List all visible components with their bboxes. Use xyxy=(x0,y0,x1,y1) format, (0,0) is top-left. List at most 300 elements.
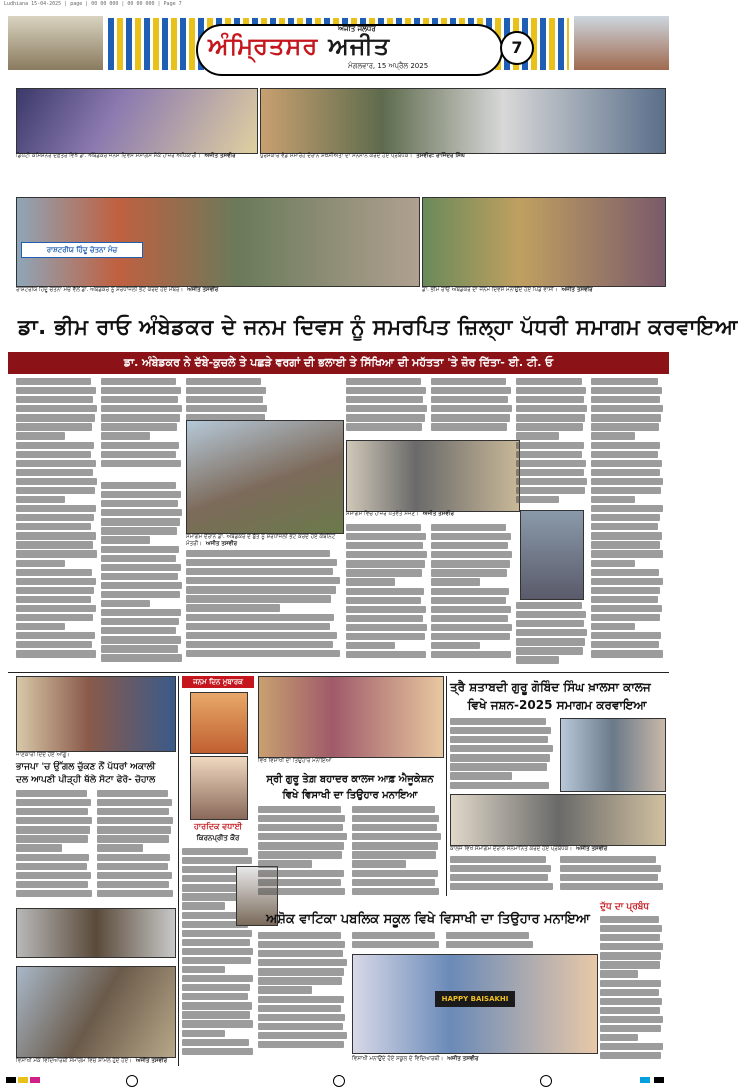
text-line xyxy=(101,482,176,489)
text-line xyxy=(101,546,179,553)
main-story-col-6-bottom xyxy=(516,602,588,668)
text-line xyxy=(346,642,395,649)
color-swatch xyxy=(640,1077,650,1083)
text-line xyxy=(450,727,551,734)
registration-mark xyxy=(126,1075,138,1087)
ashok-headline: ਅਸ਼ੋਕ ਵਾਟਿਕਾ ਪਬਲਿਕ ਸਕੂਲ ਵਿਖੇ ਵਿਸਾਖੀ ਦਾ ਤਿਉਹਾਰ ਮਨਾਇਆ xyxy=(266,912,590,927)
birthday-box-title: ਜਨਮ ਦਿਨ ਮੁਬਾਰਕ xyxy=(182,676,254,688)
text-line xyxy=(352,815,439,822)
text-line xyxy=(431,542,508,549)
text-line xyxy=(352,888,439,895)
text-line xyxy=(516,469,584,476)
text-line xyxy=(591,423,659,430)
main-subheadline: ਡਾ. ਅੰਬੇਡਕਰ ਨੇ ਦੱਬੇ-ਕੁਚਲੇ ਤੇ ਪਛੜੇ ਵਰਗਾਂ ਦੀ ਭਲਾਈ ਤੇ ਸਿੱਖਿਆ ਦੀ ਮਹੱਤਤਾ 'ਤੇ ਜ਼ੋਰ ਦਿੱਤਾ- ਈ. ਟੀ. ਓ xyxy=(8,352,669,374)
text-line xyxy=(600,970,638,977)
text-line xyxy=(516,414,585,421)
text-line xyxy=(258,1032,347,1039)
text-line xyxy=(600,943,663,950)
text-line xyxy=(516,405,587,412)
text-line xyxy=(16,414,95,421)
manch-banner: ਰਾਸ਼ਟਰੀਯ ਹਿੰਦੂ ਚੇਤਨਾ ਮੰਚ xyxy=(21,242,143,258)
text-line xyxy=(258,932,341,939)
text-line xyxy=(450,865,551,872)
text-line xyxy=(346,405,427,412)
text-line xyxy=(516,647,583,654)
text-line xyxy=(186,623,330,630)
masthead xyxy=(8,10,669,80)
title-right: ਅਜੀਤ xyxy=(328,32,391,60)
caption-credit: ਅਜੀਤ ਤਸਵੀਰ xyxy=(561,287,593,293)
text-line xyxy=(182,948,253,955)
text-line xyxy=(186,641,333,648)
text-line xyxy=(97,890,173,897)
main-story-col-4-bottom xyxy=(346,524,428,668)
text-line xyxy=(591,541,660,548)
text-line xyxy=(600,1034,638,1041)
text-line xyxy=(258,842,344,849)
text-line xyxy=(186,614,334,621)
caption-text: ਡਾ. ਭੀਮ ਰਾਓ ਅੰਬੇਡਕਰ ਦਾ ਜਨਮ ਦਿਵਸ ਮਨਾਉਂਦੇ ਹੋਏ ਪਿੰਡ ਵਾਸੀ। xyxy=(422,287,558,293)
chetna-manch-photo xyxy=(16,197,420,287)
text-line xyxy=(16,442,94,449)
text-line xyxy=(16,387,96,394)
text-line xyxy=(258,941,345,948)
text-line xyxy=(16,799,91,806)
page-number: 7 xyxy=(500,31,534,65)
caption-text: ਸਮਾਗਮ ਦੌਰਾਨ ਡਾ. ਅੰਬੇਡਕਰ ਦੇ ਬੁੱਤ ਨੂੰ ਸ਼ਰਧਾਂਜਲੀ ਭੇਟ ਕਰਦੇ ਹੋਏ ਕੈਬਨਿਟ ਮੰਤਰੀ। xyxy=(186,534,336,547)
text-line xyxy=(591,505,663,512)
text-line xyxy=(591,442,660,449)
text-line xyxy=(16,605,96,612)
text-line xyxy=(560,865,661,872)
text-line xyxy=(346,387,426,394)
text-line xyxy=(16,469,93,476)
college-headline-1: ਸ੍ਰੀ ਗੁਰੂ ਤੇਗ਼ ਬਹਾਦਰ ਕਾਲਜ ਆਫ਼ ਐਜੂਕੇਸ਼ਨ xyxy=(266,774,434,785)
text-line xyxy=(16,560,65,567)
text-line xyxy=(97,854,170,861)
text-line xyxy=(16,650,96,657)
text-line xyxy=(591,560,635,567)
caption-credit: ਅਜੀਤ ਤਸਵੀਰ xyxy=(205,541,238,547)
text-line xyxy=(97,872,172,879)
text-line xyxy=(186,405,267,412)
text-line xyxy=(591,578,663,585)
birthday-girl-photo xyxy=(190,756,248,820)
text-line xyxy=(352,851,436,858)
print-footer xyxy=(0,1072,677,1089)
text-line xyxy=(346,597,421,604)
text-line xyxy=(182,939,250,946)
main-story-col-5-bottom xyxy=(431,524,513,668)
text-line xyxy=(258,996,344,1003)
text-line xyxy=(182,1048,253,1055)
text-line xyxy=(101,555,176,562)
text-line xyxy=(16,641,92,648)
text-line xyxy=(258,860,312,867)
caption-credit: ਅਜੀਤ ਤਸਵੀਰ xyxy=(204,153,236,159)
registration-mark xyxy=(333,1075,345,1087)
text-line xyxy=(600,1052,661,1059)
birthday-wish: ਹਾਰਦਿਕ ਵਧਾਈ xyxy=(193,822,243,831)
text-line xyxy=(516,451,582,458)
text-line xyxy=(101,582,182,589)
text-line xyxy=(182,993,248,1000)
issue-date: ਮੰਗਲਵਾਰ, 15 ਅਪ੍ਰੈਲ 2025 xyxy=(348,62,429,70)
text-line xyxy=(446,932,529,939)
text-line xyxy=(591,405,663,412)
text-line xyxy=(16,432,65,439)
main-headline: ਡਾ. ਭੀਮ ਰਾਓ ਅੰਬੇਡਕਰ ਦੇ ਜਨਮ ਦਿਵਸ ਨੂੰ ਸਮਰਪਿਤ ਜ਼ਿਲ੍ਹਾ ਪੱਧਰੀ ਸਮਾਗਮ ਕਰਵਾਇਆ xyxy=(18,315,738,339)
text-line xyxy=(600,952,661,959)
text-line xyxy=(450,745,553,752)
birthday-name: ਕਿਰਨਪ੍ਰੀਤ ਕੌਰ xyxy=(196,834,240,842)
heritage-building-photo xyxy=(574,16,669,70)
column-rule xyxy=(446,676,447,896)
text-line xyxy=(346,524,421,531)
text-line xyxy=(101,600,150,607)
color-swatch xyxy=(654,1077,664,1083)
title-left: ਅੰਮ੍ਰਿਤਸਰ xyxy=(208,32,319,60)
text-line xyxy=(16,532,96,539)
text-line xyxy=(352,941,439,948)
text-line xyxy=(431,615,508,622)
text-line xyxy=(346,633,425,640)
text-line xyxy=(16,478,97,485)
text-line xyxy=(16,587,94,594)
text-line xyxy=(16,614,93,621)
text-line xyxy=(101,636,181,643)
khalsa-event-photo-2 xyxy=(450,794,666,846)
text-line xyxy=(16,523,91,530)
text-line xyxy=(591,650,663,657)
text-line xyxy=(16,596,91,603)
text-line xyxy=(16,451,91,458)
text-line xyxy=(16,863,87,870)
text-line xyxy=(346,414,425,421)
text-line xyxy=(101,491,181,498)
main-story-col-3-bottom xyxy=(186,550,342,668)
happy-baisakhi-banner: HAPPY BAISAKHI xyxy=(435,991,515,1007)
text-line xyxy=(186,387,266,394)
text-line xyxy=(591,532,662,539)
text-line xyxy=(97,863,168,870)
text-line xyxy=(560,874,658,881)
text-line xyxy=(450,856,546,863)
text-line xyxy=(450,782,549,789)
text-line xyxy=(591,614,660,621)
award-ceremony-photo xyxy=(260,88,666,154)
color-swatch xyxy=(18,1077,28,1083)
text-line xyxy=(600,989,659,996)
caption-text: ਪੁਰਸਕਾਰ ਵੰਡ ਸਮਾਰੋਹ ਦੌਰਾਨ ਸ਼ਖ਼ਸੀਅਤਾਂ ਦਾ ਸਨਮਾਨ ਕਰਦੇ ਹੋਏ ਪ੍ਰਬੰਧਕ। xyxy=(260,153,413,159)
text-line xyxy=(16,854,89,861)
main-story-col-7 xyxy=(591,378,664,668)
text-line xyxy=(352,860,406,867)
text-line xyxy=(450,736,548,743)
text-line xyxy=(258,815,345,822)
ashok-col-1 xyxy=(258,932,348,1058)
text-line xyxy=(182,848,248,855)
golden-temple-photo xyxy=(8,16,103,70)
text-line xyxy=(258,986,312,993)
khalsa-caption xyxy=(450,846,664,854)
students-caption xyxy=(16,1058,174,1068)
text-line xyxy=(352,842,438,849)
text-line xyxy=(516,387,586,394)
text-line xyxy=(101,564,181,571)
text-line xyxy=(431,551,512,558)
text-line xyxy=(346,588,424,595)
text-line xyxy=(182,957,251,964)
text-line xyxy=(591,478,663,485)
text-line xyxy=(97,844,143,851)
text-line xyxy=(516,432,559,439)
text-line xyxy=(591,550,663,557)
college-baisakhi-photo xyxy=(258,676,444,758)
text-line xyxy=(346,423,422,430)
caption-text: ਵਿਸਾਖੀ ਮਨਾਉਂਦੇ ਹੋਏ ਸਕੂਲ ਦੇ ਵਿਦਿਆਰਥੀ। xyxy=(352,1056,444,1062)
text-line xyxy=(97,881,169,888)
text-line xyxy=(591,623,635,630)
text-line xyxy=(101,509,182,516)
text-line xyxy=(101,423,177,430)
text-line xyxy=(431,387,511,394)
text-line xyxy=(16,550,97,557)
edition-tag: ਅਜੀਤ ਜਲੰਧਰ xyxy=(338,25,376,33)
text-line xyxy=(186,559,337,566)
text-line xyxy=(431,524,506,531)
text-line xyxy=(431,414,510,421)
registration-mark xyxy=(540,1075,552,1087)
bottom-left-headline-2: ਦਲ ਆਪਣੀ ਪੀੜ੍ਹੀ ਥੱਲੇ ਸੋਟਾ ਫੇਰੋ- ਚੋਹਾਲ xyxy=(16,775,156,785)
text-line xyxy=(258,1023,343,1030)
text-line xyxy=(516,478,587,485)
text-line xyxy=(346,606,426,613)
college-headline-2: ਵਿਖੇ ਵਿਸਾਖੀ ਦਾ ਤਿਉਹਾਰ ਮਨਾਇਆ xyxy=(282,790,418,801)
text-line xyxy=(516,487,585,494)
text-line xyxy=(258,824,343,831)
dignitaries-inset-photo xyxy=(346,440,520,512)
text-line xyxy=(431,651,511,658)
milk-vessels-photo xyxy=(16,908,176,958)
text-line xyxy=(431,588,509,595)
text-line xyxy=(431,569,507,576)
text-line xyxy=(346,378,421,385)
text-line xyxy=(16,378,91,385)
text-line xyxy=(346,533,426,540)
text-line xyxy=(182,902,225,909)
text-line xyxy=(591,487,661,494)
right-brief-headline: ਦੁੱਧ ਦਾ ਪ੍ਰਬੰਧ xyxy=(600,902,650,912)
text-line xyxy=(431,633,510,640)
color-swatch xyxy=(6,1077,16,1083)
text-line xyxy=(431,597,506,604)
text-line xyxy=(591,632,661,639)
text-line xyxy=(101,451,176,458)
text-line xyxy=(186,604,280,611)
text-line xyxy=(346,396,423,403)
text-line xyxy=(16,423,92,430)
text-line xyxy=(450,754,550,761)
caption-text: ਕਾਲਜ ਵਿਖੇ ਸਮਾਗਮ ਦੌਰਾਨ ਸਨਮਾਨਿਤ ਕਰਦੇ ਹੋਏ ਪ੍ਰਬੰਧਕ। xyxy=(450,846,573,852)
text-line xyxy=(346,615,423,622)
text-line xyxy=(101,609,181,616)
text-line xyxy=(600,961,660,968)
text-line xyxy=(101,442,179,449)
text-line xyxy=(450,718,546,725)
text-line xyxy=(431,423,507,430)
text-line xyxy=(258,950,343,957)
text-line xyxy=(186,550,330,557)
text-line xyxy=(346,551,427,558)
text-line xyxy=(16,623,65,630)
inset-caption xyxy=(346,511,518,521)
text-line xyxy=(516,423,583,430)
text-line xyxy=(186,568,333,575)
caption-credit: ਅਜੀਤ ਤਸਵੀਰ xyxy=(135,1058,168,1064)
text-line xyxy=(258,879,341,886)
khalsa-col-3 xyxy=(560,856,664,900)
text-line xyxy=(446,941,533,948)
text-line xyxy=(182,1002,252,1009)
students-group-photo xyxy=(16,966,176,1058)
text-line xyxy=(591,523,658,530)
text-line xyxy=(182,1011,250,1018)
text-line xyxy=(600,998,662,1005)
khalsa-event-photo-1 xyxy=(560,718,666,792)
khalsa-col-1 xyxy=(450,718,554,792)
text-line xyxy=(591,432,635,439)
text-line xyxy=(16,569,92,576)
birthday-child-photo xyxy=(190,692,248,754)
baisakhi-students-photo xyxy=(352,954,598,1054)
row1-caption-left xyxy=(16,153,256,167)
text-line xyxy=(101,627,176,634)
text-line xyxy=(16,460,96,467)
text-line xyxy=(16,405,97,412)
text-line xyxy=(516,629,587,636)
text-line xyxy=(591,569,659,576)
text-line xyxy=(600,916,659,923)
text-line xyxy=(258,1005,341,1012)
text-line xyxy=(186,632,337,639)
text-line xyxy=(16,487,95,494)
college-photo-caption xyxy=(258,758,442,766)
text-line xyxy=(186,595,331,602)
row2-caption-left xyxy=(16,287,418,301)
speaker-photo xyxy=(520,510,584,600)
text-line xyxy=(16,817,92,824)
caption-credit: ਅਜੀਤ ਤਸਵੀਰ xyxy=(187,287,219,293)
caption-text: ਵਿਸਾਖੀ ਮੌਕੇ ਵਿਦਿਆਰਥੀ ਸਮਾਗਮ ਵਿਚ ਸ਼ਾਮਲ ਹੁੰਦੇ ਹੋਏ। xyxy=(16,1058,132,1064)
text-line xyxy=(431,624,512,631)
text-line xyxy=(516,620,584,627)
text-line xyxy=(431,578,480,585)
text-line xyxy=(101,654,182,661)
text-line xyxy=(352,870,438,877)
text-line xyxy=(591,596,658,603)
caption-text: ਰਾਸ਼ਟਰੀਯ ਹਿੰਦੂ ਚੇਤਨਾ ਮੰਚ ਵੱਲੋਂ ਡਾ. ਅੰਬੇਡਕਰ ਨੂੰ ਸ਼ਰਧਾਂਜਲੀ ਭੇਟ ਕਰਦੇ ਹੋਏ ਮੈਂਬਰ। xyxy=(16,287,184,293)
text-line xyxy=(591,396,660,403)
text-line xyxy=(516,496,559,503)
village-celebration-photo xyxy=(422,197,666,287)
text-line xyxy=(101,432,150,439)
main-photo-caption xyxy=(186,534,342,548)
text-line xyxy=(516,602,582,609)
text-line xyxy=(16,844,62,851)
print-slug: Ludhiana 15-04-2025 | page | 00 00 000 | 00 00 000 | Page 7 xyxy=(4,1,182,7)
text-line xyxy=(560,856,656,863)
main-story-col-2-bottom xyxy=(101,482,183,668)
text-line xyxy=(186,396,263,403)
text-line xyxy=(101,536,150,543)
text-line xyxy=(591,387,662,394)
caption-credit: ਅਜੀਤ ਤਸਵੀਰ xyxy=(422,511,454,517)
ashok-col-2 xyxy=(352,932,442,952)
text-line xyxy=(591,378,658,385)
text-line xyxy=(516,611,586,618)
text-line xyxy=(352,806,435,813)
text-line xyxy=(16,808,88,815)
text-line xyxy=(101,527,177,534)
text-line xyxy=(101,591,180,598)
text-line xyxy=(101,387,181,394)
text-line xyxy=(16,505,96,512)
text-line xyxy=(258,888,345,895)
text-line xyxy=(258,959,347,966)
caption-credit: ਅਜੀਤ ਤਸਵੀਰ xyxy=(576,846,608,852)
text-line xyxy=(97,826,171,833)
text-line xyxy=(16,790,87,797)
text-line xyxy=(258,1014,345,1021)
leaders-photo-caption: ਜਾਣਕਾਰੀ ਦਿੰਦੇ ਹੋਏ ਆਗੂ। xyxy=(16,752,70,758)
leaders-photo xyxy=(16,676,176,752)
text-line xyxy=(600,1007,660,1014)
text-line xyxy=(591,496,635,503)
text-line xyxy=(591,469,660,476)
text-line xyxy=(431,378,506,385)
text-line xyxy=(182,984,250,991)
text-line xyxy=(591,641,659,648)
text-line xyxy=(450,772,512,779)
text-line xyxy=(97,799,172,806)
text-line xyxy=(101,645,178,652)
text-line xyxy=(186,378,261,385)
text-line xyxy=(352,833,441,840)
khalsa-col-2 xyxy=(450,856,554,900)
caption-text: ਵਿਖੇ ਵਿਸਾਖੀ ਦਾ ਤਿਉਹਾਰ ਮਨਾਇਆ xyxy=(258,758,332,764)
caption-credit: ਤਸਵੀਰ: ਰਾਜਿੰਦਰ ਸਿੰਘ xyxy=(416,153,465,159)
text-line xyxy=(101,460,181,467)
text-line xyxy=(600,925,662,932)
text-line xyxy=(450,883,553,890)
text-line xyxy=(16,396,93,403)
text-line xyxy=(591,451,658,458)
text-line xyxy=(186,577,340,584)
text-line xyxy=(352,824,437,831)
text-line xyxy=(97,790,168,797)
text-line xyxy=(97,817,173,824)
caption-text: ਡਿਪਟੀ ਕਮਿਸ਼ਨਰ ਦਫ਼ਤਰ ਵਿਖੇ ਡਾ. ਅੰਬੇਡਕਰ ਜਨਮ ਦਿਵਸ ਸਮਾਗਮ ਮੌਕੇ ਹਾਜ਼ਰ ਅਧਿਕਾਰੀ। xyxy=(16,153,201,159)
row1-caption-right xyxy=(260,153,664,167)
text-line xyxy=(591,414,661,421)
text-line xyxy=(516,638,585,645)
text-line xyxy=(101,405,182,412)
main-story-col-1 xyxy=(16,378,98,668)
text-line xyxy=(16,496,65,503)
text-line xyxy=(258,833,347,840)
bottom-left-col-1 xyxy=(16,790,93,905)
